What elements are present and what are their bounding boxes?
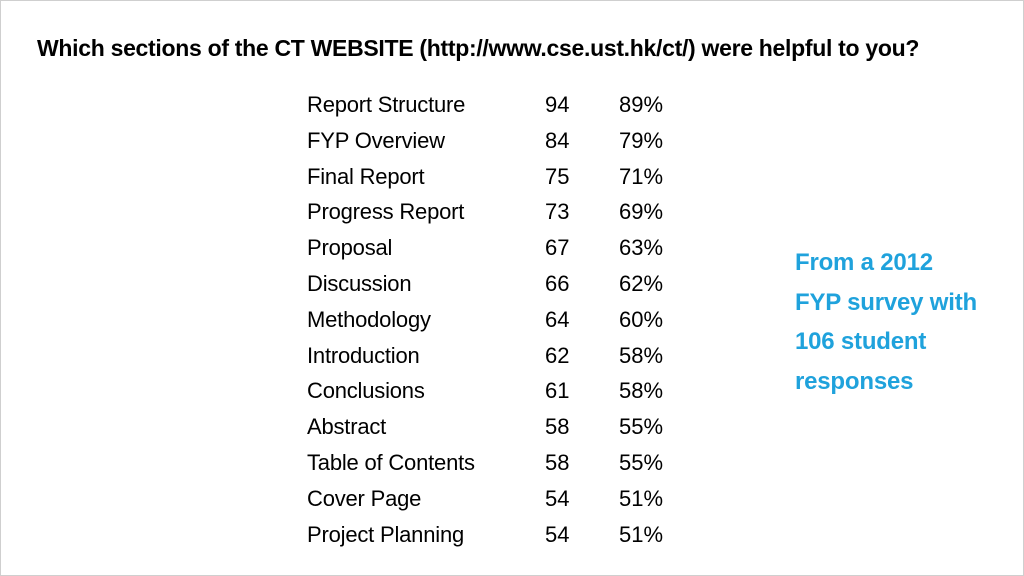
row-count: 58 bbox=[545, 414, 570, 440]
row-percent: 62% bbox=[619, 270, 664, 296]
row-count: 75 bbox=[545, 163, 570, 189]
row-percent: 69% bbox=[619, 199, 664, 225]
row-percent: 58% bbox=[619, 342, 664, 368]
row-label: Abstract bbox=[307, 414, 387, 440]
table-row bbox=[307, 123, 707, 159]
row-label: Progress Report bbox=[307, 199, 465, 225]
row-count: 66 bbox=[545, 270, 570, 296]
table-row bbox=[307, 338, 707, 374]
row-label: Cover Page bbox=[307, 485, 422, 511]
table-row bbox=[307, 481, 707, 517]
table-row bbox=[307, 230, 707, 266]
row-percent: 60% bbox=[619, 306, 664, 332]
table-row bbox=[307, 159, 707, 195]
row-count: 61 bbox=[545, 378, 570, 404]
table-row bbox=[307, 194, 707, 230]
table-row bbox=[307, 302, 707, 338]
row-percent: 51% bbox=[619, 485, 664, 511]
row-label: Report Structure bbox=[307, 92, 466, 117]
row-count: 64 bbox=[545, 306, 570, 332]
table-row bbox=[307, 445, 707, 481]
survey-note-line: responses bbox=[795, 367, 914, 395]
row-count: 67 bbox=[545, 235, 570, 261]
row-count: 54 bbox=[545, 485, 570, 511]
row-count: 58 bbox=[545, 449, 570, 475]
row-count: 84 bbox=[545, 127, 570, 153]
row-percent: 89% bbox=[619, 92, 664, 117]
row-count: 54 bbox=[545, 521, 570, 547]
row-percent: 79% bbox=[619, 127, 664, 153]
table-row bbox=[307, 517, 707, 553]
survey-note-line: FYP survey with bbox=[795, 288, 977, 316]
survey-note-line: From a 2012 bbox=[795, 249, 933, 276]
row-label: Introduction bbox=[307, 342, 420, 368]
table-row bbox=[307, 373, 707, 409]
row-label: Table of Contents bbox=[307, 449, 475, 475]
row-count: 73 bbox=[545, 199, 570, 225]
row-label: FYP Overview bbox=[307, 127, 445, 153]
table-row bbox=[307, 266, 707, 302]
survey-note-line: 106 student bbox=[795, 328, 927, 355]
table-row bbox=[307, 409, 707, 445]
table-row bbox=[307, 87, 707, 123]
row-label: Methodology bbox=[307, 306, 431, 332]
survey-note bbox=[795, 243, 1015, 401]
row-label: Discussion bbox=[307, 270, 412, 296]
row-percent: 71% bbox=[619, 163, 664, 189]
row-label: Project Planning bbox=[307, 521, 465, 547]
row-count: 94 bbox=[545, 92, 570, 117]
row-percent: 51% bbox=[619, 521, 664, 547]
row-percent: 63% bbox=[619, 235, 664, 261]
slide-title: Which sections of the CT WEBSITE (http://www.cse.ust.hk/ct/) were helpful to you? bbox=[37, 35, 920, 61]
results-table bbox=[307, 87, 707, 552]
row-percent: 58% bbox=[619, 378, 664, 404]
row-label: Proposal bbox=[307, 235, 393, 261]
row-label: Final Report bbox=[307, 163, 425, 189]
row-count: 62 bbox=[545, 342, 570, 368]
row-percent: 55% bbox=[619, 449, 664, 475]
row-percent: 55% bbox=[619, 414, 664, 440]
row-label: Conclusions bbox=[307, 378, 425, 404]
